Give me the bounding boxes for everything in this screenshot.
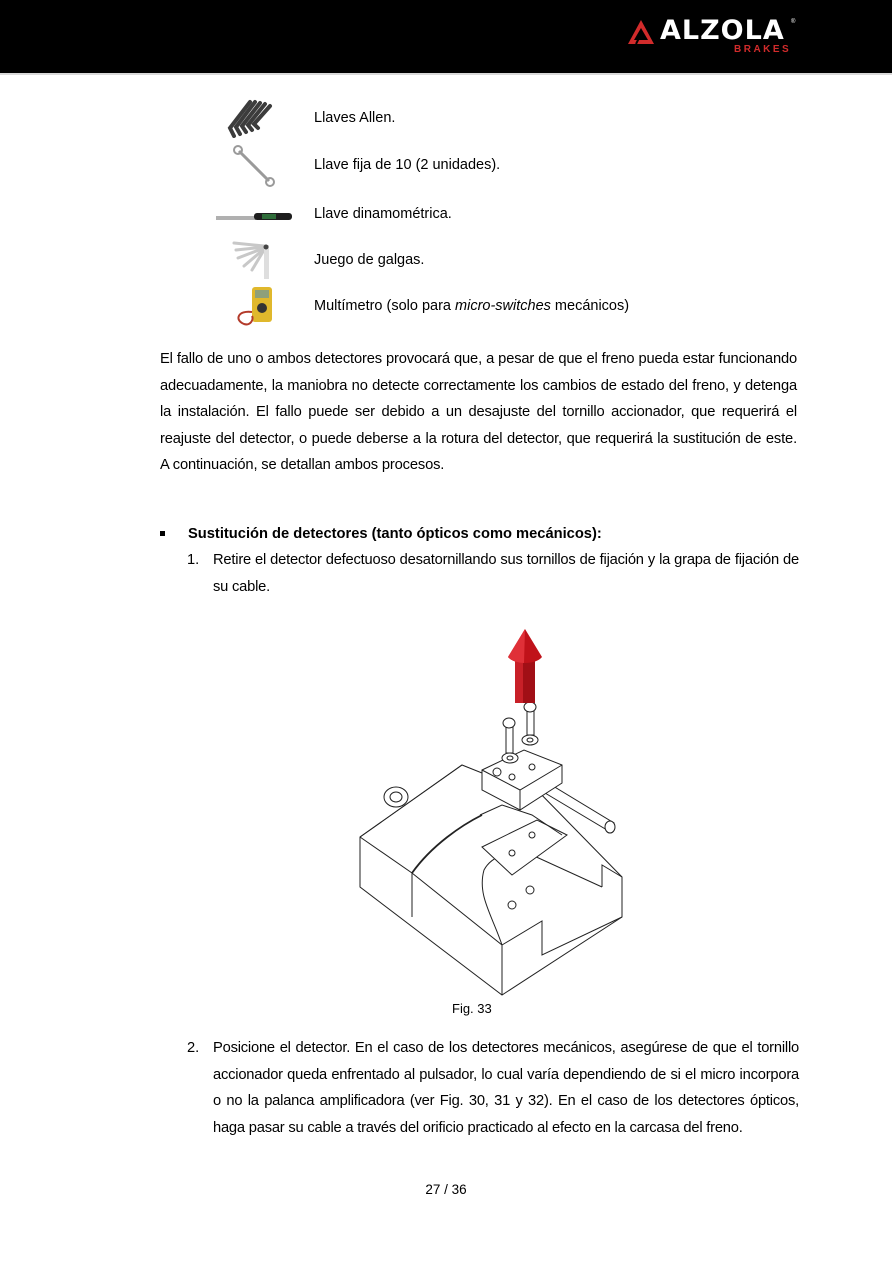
bullet-square-icon — [160, 531, 165, 536]
screw — [506, 725, 513, 753]
step-number: 2. — [187, 1040, 200, 1056]
screw — [527, 709, 534, 735]
torque-wrench-icon — [214, 194, 294, 234]
tool-label: Llave fija de 10 (2 unidades). — [314, 157, 501, 173]
figure-caption: Fig. 33 — [452, 1001, 492, 1016]
alzola-logo — [627, 17, 802, 59]
tool-label-italic: micro-switches — [455, 298, 551, 314]
removal-arrow-icon — [508, 629, 542, 703]
step-text: Retire el detector defectuoso desatornillando sus tornillos de fijación y la grapa de fijación de su cable. — [213, 552, 799, 595]
tool-item-allen-keys — [214, 98, 694, 138]
tool-label: Llave dinamométrica. — [314, 206, 452, 222]
tool-item-torque-wrench — [214, 194, 694, 234]
page-header — [0, 0, 892, 75]
logo-triangle-icon — [627, 19, 655, 45]
step-item — [187, 1035, 799, 1141]
open-end-wrench-icon — [214, 145, 294, 189]
tool-label: Multímetro (solo para micro-switches mecánicos) — [314, 298, 630, 314]
page-number: 27 / 36 — [425, 1182, 467, 1197]
feeler-gauge-icon — [214, 240, 294, 280]
logo-subtitle: BRAKES — [734, 44, 792, 55]
figure-33-drawing — [352, 625, 632, 1000]
tool-item-open-end-wrench — [214, 145, 694, 185]
logo-wordmark: ALZOLA — [660, 15, 785, 46]
tool-label: Juego de galgas. — [314, 252, 425, 268]
step-item — [187, 547, 799, 600]
tool-item-multimeter — [214, 286, 694, 326]
multimeter-icon — [214, 286, 294, 326]
step-number: 1. — [187, 552, 200, 568]
tool-label: Llaves Allen. — [314, 110, 396, 126]
step-text: Posicione el detector. En el caso de los detectores mecánicos, asegúrese de que el tornillo accionador queda enfrentado al pulsador, lo cual varía dependiendo de si el micro incorpora o no la palanca amplificadora (ver Fig. 30, 31 y 32). En el caso de los detectores ópticos, haga pasar su cable a través del orificio practicado al efecto en la carcasa del freno. — [213, 1040, 799, 1136]
tool-item-feeler-gauge — [214, 240, 694, 280]
logo-registered-mark: ® — [791, 19, 796, 25]
section-title: Sustitución de detectores (tanto ópticos como mecánicos): — [188, 526, 602, 542]
intro-paragraph: El fallo de uno o ambos detectores provocará que, a pesar de que el freno pueda estar funcionando adecuadamente, la maniobra no detecte correctamente los cambios de estado del freno, y detenga la instalación. El fallo puede ser debido a un desajuste del tornillo accionador, que requerirá el reajuste del detector, o puede deberse a la rotura del detector, que requerirá la sustitución de este. A continuación, se detallan ambos procesos. — [160, 351, 797, 474]
allen-keys-icon — [214, 98, 294, 138]
